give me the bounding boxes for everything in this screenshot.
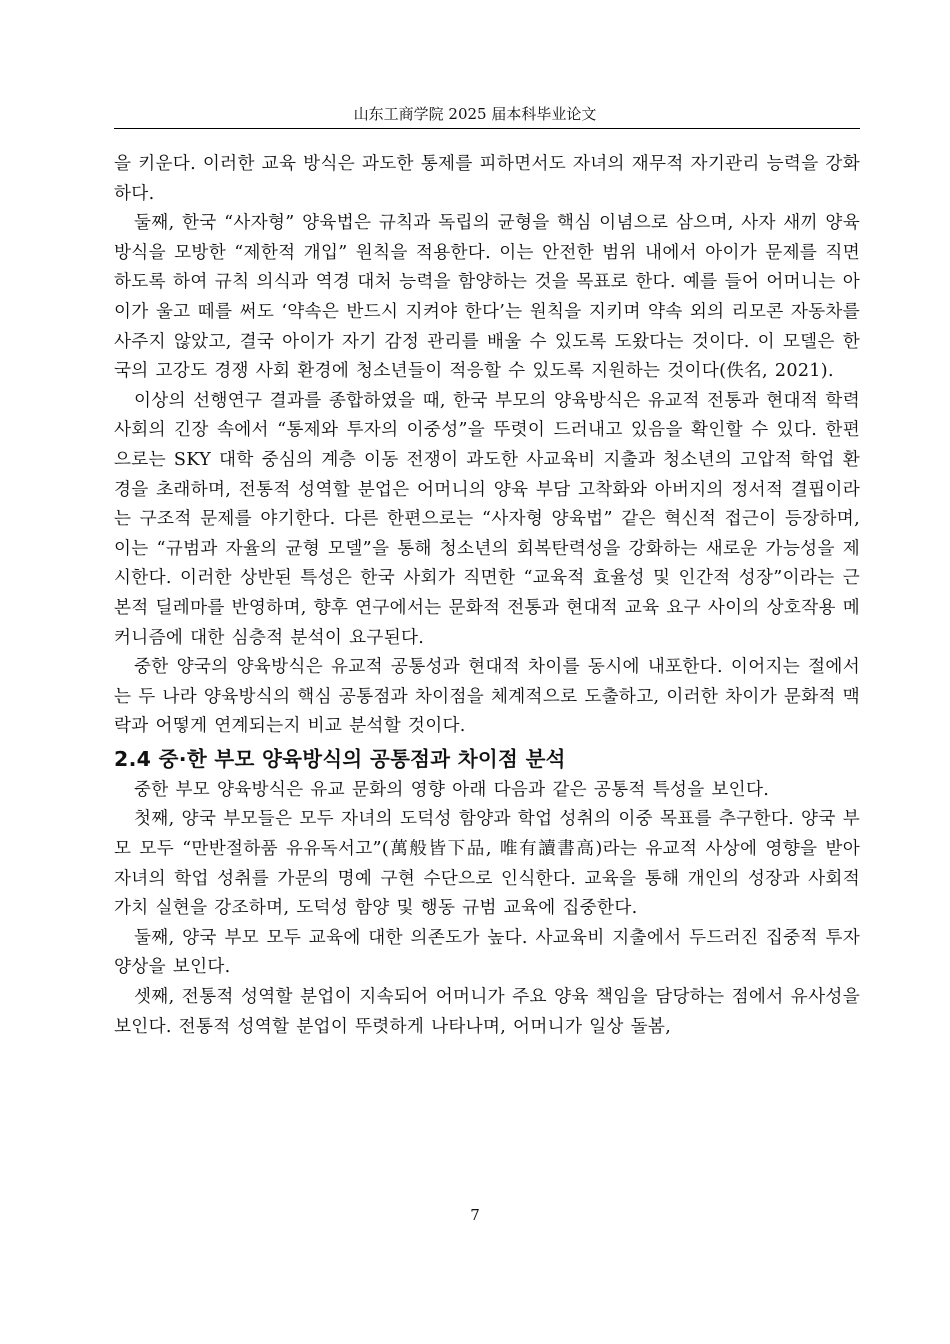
page-header: 山东工商学院 2025 届本科毕业论文 — [353, 105, 597, 123]
body-text — [114, 150, 860, 1042]
paragraph: 둘째, 한국 “사자형” 양육법은 규칙과 독립의 균형을 핵심 이념으로 삼으며, 사자 새끼 양육 방식을 모방한 “제한적 개입” 원칙을 적용한다. 이는 안전한 범위 내에서 아이가 문제를 직면하도록 하여 규칙 의식과 역경 대처 능력을 함양하는 것을 목표로 한다. 예를 들어 어머니는 아이가 울고 떼를 써도 ‘약속은 반드시 지켜야 한다’는 원칙을 지키며 약속 외의 리모콘 자동차를 사주지 않았고, 결국 아이가 자기 감정 관리를 배울 수 있도록 도왔다는 것이다. 이 모델은 한국의 고강도 경쟁 사회 환경에 청소년들이 적응할 수 있도록 지원하는 것이다(佚名, 2021). — [114, 213, 860, 382]
paragraph: 둘째, 양국 부모 모두 교육에 대한 의존도가 높다. 사교육비 지출에서 두드러진 집중적 투자 양상을 보인다. — [114, 927, 860, 978]
section-heading: 2.4 중·한 부모 양육방식의 공통점과 차이점 분석 — [114, 746, 566, 771]
paragraph: 중한 양국의 양육방식은 유교적 공통성과 현대적 차이를 동시에 내포한다. 이어지는 절에서는 두 나라 양육방식의 핵심 공통점과 차이점을 체계적으로 도출하고, 이러한 차이가 문화적 맥락과 어떻게 연계되는지 비교 분석할 것이다. — [114, 657, 860, 737]
page-number: 7 — [470, 1206, 480, 1224]
paragraph: 을 키운다. 이러한 교육 방식은 과도한 통제를 피하면서도 자녀의 재무적 자기관리 능력을 강화하다. — [114, 154, 860, 204]
paragraph: 이상의 선행연구 결과를 종합하였을 때, 한국 부모의 양육방식은 유교적 전통과 현대적 학력사회의 긴장 속에서 “통제와 투자의 이중성”을 뚜렷이 드러내고 있음을 확인할 수 있다. 한편으로는 SKY 대학 중심의 계층 이동 전쟁이 과도한 사교육비 지출과 청소년의 고압적 학업 환경을 초래하며, 전통적 성역할 분업은 어머니의 양육 부담 고착화와 아버지의 정서적 결핍이라는 구조적 문제를 야기한다. 다른 한편으로는 “사자형 양육법” 같은 혁신적 접근이 등장하며, 이는 “규범과 자율의 균형 모델”을 통해 청소년의 회복탄력성을 강화하는 새로운 가능성을 제시한다. 이러한 상반된 특성은 한국 사회가 직면한 “교육적 효율성 및 인간적 성장”이라는 근본적 딜레마를 반영하며, 향후 연구에서는 문화적 전통과 현대적 교육 요구 사이의 상호작용 메커니즘에 대한 심층적 분석이 요구된다. — [114, 390, 860, 648]
paragraph: 셋째, 전통적 성역할 분업이 지속되어 어머니가 주요 양육 책임을 담당하는 점에서 유사성을 보인다. 전통적 성역할 분업이 뚜렷하게 나타나며, 어머니가 일상 돌봄, — [114, 987, 860, 1037]
paragraph: 첫째, 양국 부모들은 모두 자녀의 도덕성 함양과 학업 성취의 이중 목표를 추구한다. 양국 부모 모두 “만반절하품 유유독서고”(萬般皆下品, 唯有讀書高)라는 유교적 사상에 영향을 받아 자녀의 학업 성취를 가문의 명예 구현 수단으로 인식한다. 교육을 통해 개인의 성장과 사회적 가치 실현을 강조하며, 도덕성 함양 및 행동 규범 교육에 집중한다. — [114, 809, 860, 919]
header-divider — [114, 128, 860, 129]
paragraph: 중한 부모 양육방식은 유교 문화의 영향 아래 다음과 같은 공통적 특성을 보인다. — [134, 779, 770, 800]
